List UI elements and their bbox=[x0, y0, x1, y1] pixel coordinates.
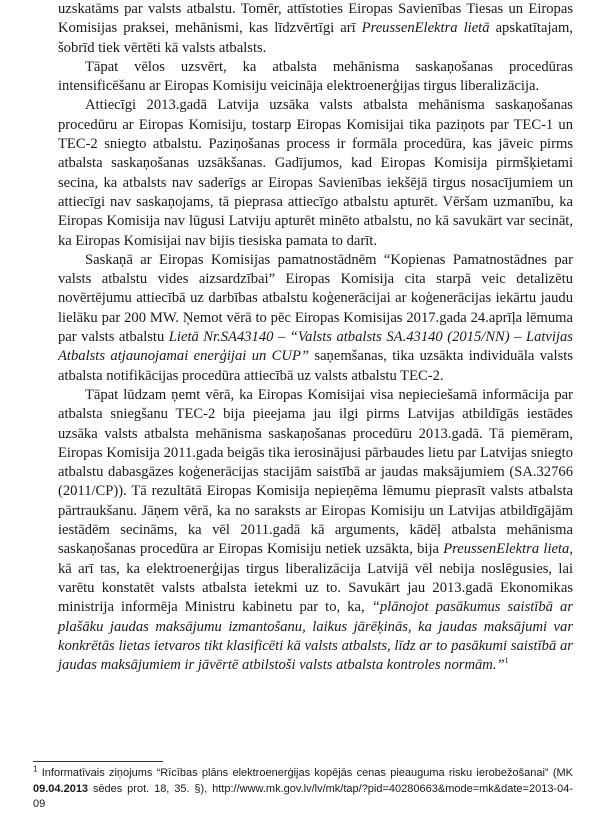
italic-text: Lietā Nr.SA43140 – “Valsts atbalsts SA.43140 (2015/NN) – Latvijas Atbalsts atjaunojamai enerģijai un CUP” bbox=[58, 329, 573, 365]
footnote-area bbox=[33, 766, 573, 813]
text-run: uzskatāms par valsts atbalstu. Tomēr, attīstoties Eiropas Savienības Tiesas un Eiropas Komisijas praksei, mehānismi, kas līdzvērtīgi arī bbox=[58, 1, 573, 37]
paragraph bbox=[58, 96, 573, 250]
text-run: , kā arī tas, ka elektroenerģijas tirgus liberalizācija Latvijā vēl nebija noslēgusies, lai varētu konstatēt valsts atbalsta ietekmi uz to. Savukārt jau 2013.gadā Ekonomikas ministrija informēja Ministru kabinetu par to, ka, bbox=[58, 541, 573, 616]
footnote-reference: 1 bbox=[504, 656, 509, 666]
paragraph bbox=[58, 58, 573, 97]
text-run: Attiecīgi 2013.gadā Latvija uzsāka valsts atbalsta mehānisma saskaņošanas procedūru ar Eiropas Komisiju, tostarp Eiropas Komisijai tika paziņots par TEC-1 un TEC-2 sniegto atbalstu. Paziņošanas process ir formāla procedūra, kas jāveic pirms atbalsta saskaņošanas uzsākšanas. Gadījumos, kad Eiropas Komisija pirmšķietami secina, ka atbalsts nav saderīgs ar Eiropas Savienības iekšējā tirgus nosacījumiem un attiecīgi nav saskaņojams, tā pieprasa attiecīgo atbalstu apturēt. Vēršam uzmanību, ka Eiropas Komisija nav lūgusi Latviju apturēt minēto atbalstu, no kā savukārt var secināt, ka Eiropas Komisijai nav bijis tiesiska pamata to darīt. bbox=[58, 97, 573, 249]
footnote-marker: 1 bbox=[33, 764, 38, 774]
paragraph bbox=[58, 251, 573, 386]
text-run: sēdes prot. 18, 35. §), http://www.mk.gov.lv/lv/mk/tap/?pid=40280663&mode=mk&date=2013-04-09 bbox=[33, 782, 573, 811]
letter-body bbox=[58, 0, 573, 675]
text-run: Informatīvais ziņojums “Rīcības plāns elektroenerģijas kopējās cenas pieauguma risku ierobežošanai” (MK bbox=[37, 767, 573, 779]
paragraph bbox=[58, 386, 573, 675]
text-run: Tāpat vēlos uzsvērt, ka atbalsta mehānisma saskaņošanas procedūras intensificēšanu ar Eiropas Komisiju veicināja elektroenerģijas tirgus liberalizācija. bbox=[58, 58, 573, 95]
paragraph bbox=[58, 0, 573, 58]
text-run: saņemšanas, tika uzsākta individuāla valsts atbalsta notifikācijas procedūra attiecībā uz valsts atbalstu TEC-2. bbox=[58, 348, 574, 384]
text-run: apskatītajam, šobrīd tiek vērtēti kā valsts atbalsts. bbox=[58, 20, 573, 56]
italic-text: PreussenElektra lietā bbox=[361, 20, 490, 37]
italic-text: PreussenElektra lieta bbox=[443, 541, 570, 558]
footnote-divider bbox=[33, 761, 163, 762]
italic-text: “plānojot pasākumus saistībā ar plašāku jaudas maksājumu izmantošanu, laikus jārēķinās, ka jaudas maksājumi var konkrētās lietas ietvaros tikt klasificēti kā valsts atbalsts, līdz ar to pasākumi saistībā ar jaudas maksājumiem ir jāvērtē atbilstoši valsts atbalsta kontroles normām.” bbox=[58, 599, 573, 674]
footnote bbox=[33, 766, 573, 813]
text-run: Tāpat lūdzam ņemt vērā, ka Eiropas Komisijai visa nepieciešamā informācija par atbalsta sniegšanu TEC-2 bija pieejama jau ilgi pirms Latvijas atbildīgās iestādes uzsāka valsts atbalsta mehānisma saskaņošanas procedūru 2013.gadā. Tā piemēram, Eiropas Komisija 2011.gada beigās tika ierosinājusi pārbaudes lietu par Latvijas sniegto atbalstu dabasgāzes koģenerācijas stacijām saistībā ar jaudas maksājumiem (SA.32766 (2011/CP)). Tā rezultātā Eiropas Komisija nepieņēma lēmumu pieprasīt valsts atbalsta pārtraukšanu. Jāņem vērā, ka no saraksts ar Eiropas Komisiju un Latvijas atbildīgājām iestādēm secināms, ka vēl 2011.gadā kā arguments, kādēļ atbalsta mehānisma saskaņošanas procedūra ar Eiropas Komisiju netiek uzsākta, bija bbox=[58, 386, 573, 558]
text-run: Saskaņā ar Eiropas Komisijas pamatnostādnēm “Kopienas Pamatnostādnes par valsts atbalstu vides aizsardzībai” Eiropas Komisija cita starpā veic detalizētu novērtējumu attiecībā uz darbības atbalstu koģenerācijai ar koģenerācijas iekārtu jaudu lielāku par 200 MW. Ņemot vērā to pēc Eiropas Komisijas 2017.gada 24.aprīļa lēmuma par valsts atbalstu bbox=[58, 251, 573, 346]
bold-text: 09.04.2013 bbox=[33, 782, 89, 795]
footnote-text bbox=[33, 767, 573, 810]
